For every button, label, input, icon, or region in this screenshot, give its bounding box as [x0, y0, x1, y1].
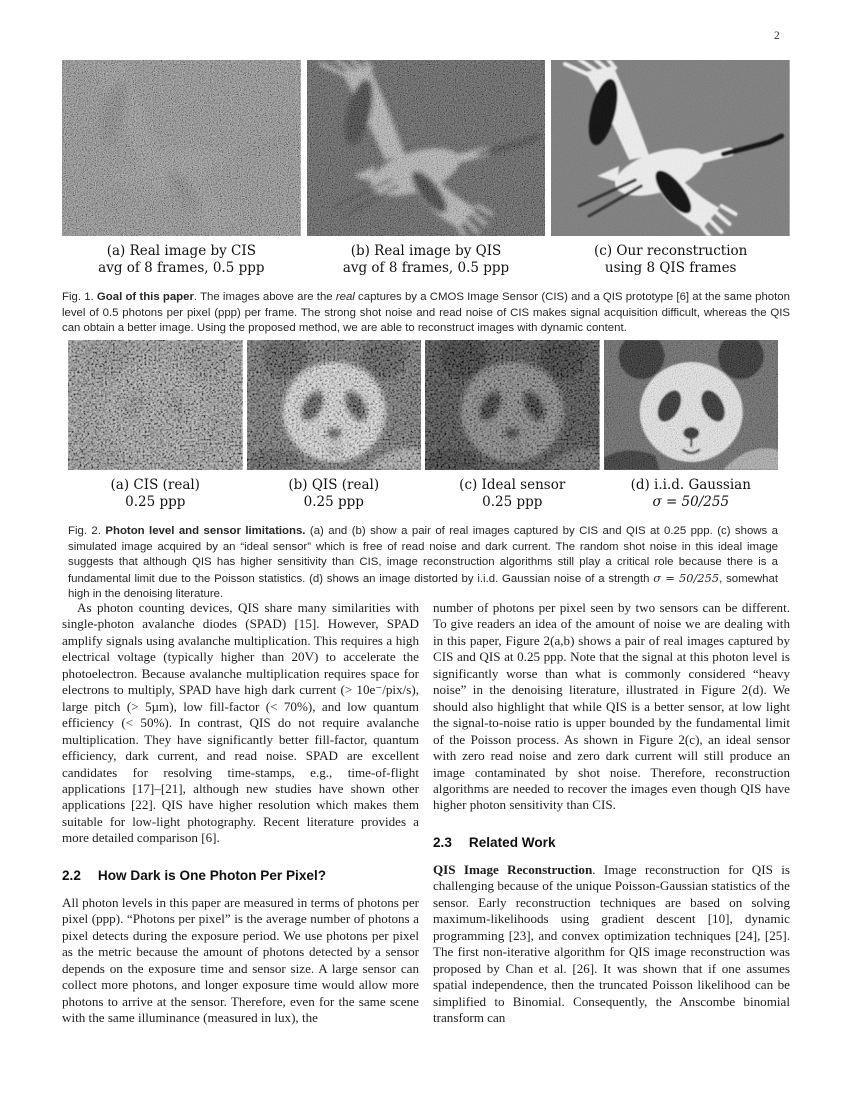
figure-1-images [62, 60, 790, 236]
figure-2-label: Fig. 2. [68, 525, 101, 537]
figure-1-caption-bold: Goal of this paper [96, 291, 194, 303]
figure-1-caption [62, 290, 790, 337]
subcaption-line: (d) i.i.d. Gaussian [630, 477, 751, 493]
figure-1-panel-b [307, 60, 546, 236]
figure-2 [68, 340, 778, 603]
subcaption-line-math: σ = 50/255 [652, 494, 730, 510]
figure-1-panel-c [551, 60, 790, 236]
left-column [62, 600, 419, 1026]
figure-1-subcaption-a [62, 243, 301, 277]
section-title: How Dark is One Photon Per Pixel? [97, 867, 327, 883]
panda-image-gaussian [604, 340, 779, 470]
paragraph-related-work [433, 862, 790, 1027]
figure-2-subcaption-a [68, 477, 243, 511]
figure-2-subcaption-d [604, 477, 779, 511]
figure-2-panel-a [68, 340, 243, 470]
subcaption-line: avg of 8 frames, 0.5 ppp [98, 260, 265, 276]
subcaption-line: avg of 8 frames, 0.5 ppp [342, 260, 510, 276]
panda-image-qis [247, 340, 422, 470]
figure-2-panel-b [247, 340, 422, 470]
figure-1-subcaption-c [551, 243, 790, 277]
section-heading-2-2 [62, 868, 419, 883]
figure-1-panel-a [62, 60, 301, 236]
crane-image-qis [307, 60, 546, 236]
figure-1 [62, 60, 790, 337]
body-columns [62, 600, 790, 1026]
section-title: Related Work [468, 834, 556, 850]
subcaption-line: (a) CIS (real) [110, 477, 200, 493]
figure-1-caption-italic: real [335, 291, 355, 303]
subcaption-line: (c) Our reconstruction [594, 243, 748, 259]
crane-image-reconstruction [551, 60, 790, 236]
panda-image-cis [68, 340, 243, 470]
figure-2-subcaption-c [425, 477, 600, 511]
page-number: 2 [774, 30, 780, 42]
paragraph-lead-rest: . Image reconstruction for QIS is challenging because of the unique Poisson-Gaussian statistics of the sensor. Early reconstruction techniques are based on solving maximum-likelihoods using gradient descent [10], dynamic programming [23], and convex optimization techniques [24], [25]. The first non-iterative algorithm for QIS image reconstruction was proposed by Chan et al. [26]. It was shown that if one assumes spatial independence, then the truncated Poisson likelihood can be simplified to Binomial. Consequently, the Anscombe binomial transform can [433, 861, 790, 1025]
figure-2-images [68, 340, 778, 470]
figure-2-caption-sigma: σ = 50/255 [653, 570, 720, 585]
right-column [433, 600, 790, 1026]
figure-1-label: Fig. 1. [62, 291, 94, 303]
figure-2-caption-rest-a: (a) and (b) show a pair of real images captured by CIS and QIS at 0.25 ppp. (c) shows a simulated image acquired by an “ideal sensor” which is free of read noise and dark current. The random shot noise in this ideal image suggests that although QIS has higher sensitivity than CIS, image reconstruction algorithms still play a critical role because there is a fundamental limit due to the Poisson statistics. (d) shows an image distorted by i.i.d. Gaussian noise of a strength [68, 525, 778, 585]
figure-2-caption [68, 524, 778, 603]
subcaption-line: 0.25 ppp [125, 494, 186, 510]
subcaption-line: (c) Ideal sensor [459, 477, 566, 493]
subcaption-line: 0.25 ppp [482, 494, 543, 510]
figure-2-caption-bold: Photon level and sensor limitations. [105, 525, 306, 537]
paragraph-lead-bold: QIS Image Reconstruction [433, 861, 593, 877]
paragraph-spad-comparison: As photon counting devices, QIS share many similarities with single-photon avalanche diodes (SPAD) [15]. However, SPAD amplify signals using avalanche multiplication. This requires a high electrical voltage (typically higher than 20V) to accelerate the photoelectron. Because avalanche multiplication requires space for electrons to multiply, SPAD have high dark current (> 10e⁻/pix/s), large pitch (> 5µm), low fill-factor (< 70%), and low quantum efficiency (< 50%). In contrast, QIS do not require avalanche multiplication. They have significantly better fill-factor, quantum efficiency, dark current, and read noise. SPAD are excellent candidates for resolving time-stamps, e.g., time-of-flight applications [17]–[21], although new studies have shown other applications [22]. QIS have higher resolution which makes them suitable for low-light photography. Recent literature provides a more detailed comparison [6]. [62, 600, 419, 846]
subcaption-line: (b) Real image by QIS [350, 243, 502, 259]
figure-1-subcaptions [62, 236, 790, 277]
figure-2-subcaption-b [247, 477, 422, 511]
figure-2-caption-rest-b: , somewhat high in the denoising literature. [68, 572, 778, 601]
subcaption-line: 0.25 ppp [303, 494, 364, 510]
figure-1-caption-mid: . The images above are the [193, 291, 336, 303]
panda-image-ideal-sensor [425, 340, 600, 470]
figure-1-caption-rest: captures by a CMOS Image Sensor (CIS) and a QIS prototype [6] at the same photon level of 0.5 photons per pixel (ppp) per frame. The strong shot noise and read noise of CIS makes signal acquisition difficult, whereas the QIS can obtain a better image. Using the proposed method, we are able to reconstruct images with dynamic content. [62, 291, 790, 335]
section-number: 2.2 [62, 867, 81, 883]
paragraph-photon-levels: All photon levels in this paper are measured in terms of photons per pixel (ppp). “Photons per pixel” is the average number of photons a pixel detects during the exposure period. We use photons per pixel as the metric because the amount of photons detected by a sensor depends on the exposure time and sensor size. A large sensor can collect more photons, and longer exposure time would allow more photons to arrive at the sensor. Therefore, even for the same scene with the same illuminance (measured in lux), the [62, 894, 419, 1025]
paragraph-noise-discussion: number of photons per pixel seen by two sensors can be different. To give readers an idea of the amount of noise we are dealing with in this paper, Figure 2(a,b) shows a pair of real images captured by CIS and QIS at 0.25 ppp. Note that the signal at this photon level is significantly worse than what is commonly considered “heavy noise” in the denoising literature, illustrated in Figure 2(d). We should also highlight that while QIS is a better sensor, at low light the signal-to-noise ratio is upper bounded by the fundamental limit of the Poisson process. As shown in Figure 2(c), an ideal sensor with zero read noise and zero dark current will still produce an image contaminated by shot noise. Therefore, reconstruction algorithms are needed to recover the images even though QIS have higher photon sensitivity than CIS. [433, 600, 790, 813]
figure-1-subcaption-b [307, 243, 546, 277]
figure-2-panel-c [425, 340, 600, 470]
section-number: 2.3 [433, 834, 452, 850]
subcaption-line: (a) Real image by CIS [106, 243, 256, 259]
subcaption-line: (b) QIS (real) [288, 477, 380, 493]
figure-2-panel-d [604, 340, 779, 470]
figure-2-subcaptions [68, 470, 778, 511]
section-heading-2-3 [433, 835, 790, 850]
subcaption-line: using 8 QIS frames [604, 260, 737, 276]
crane-image-cis [62, 60, 301, 236]
